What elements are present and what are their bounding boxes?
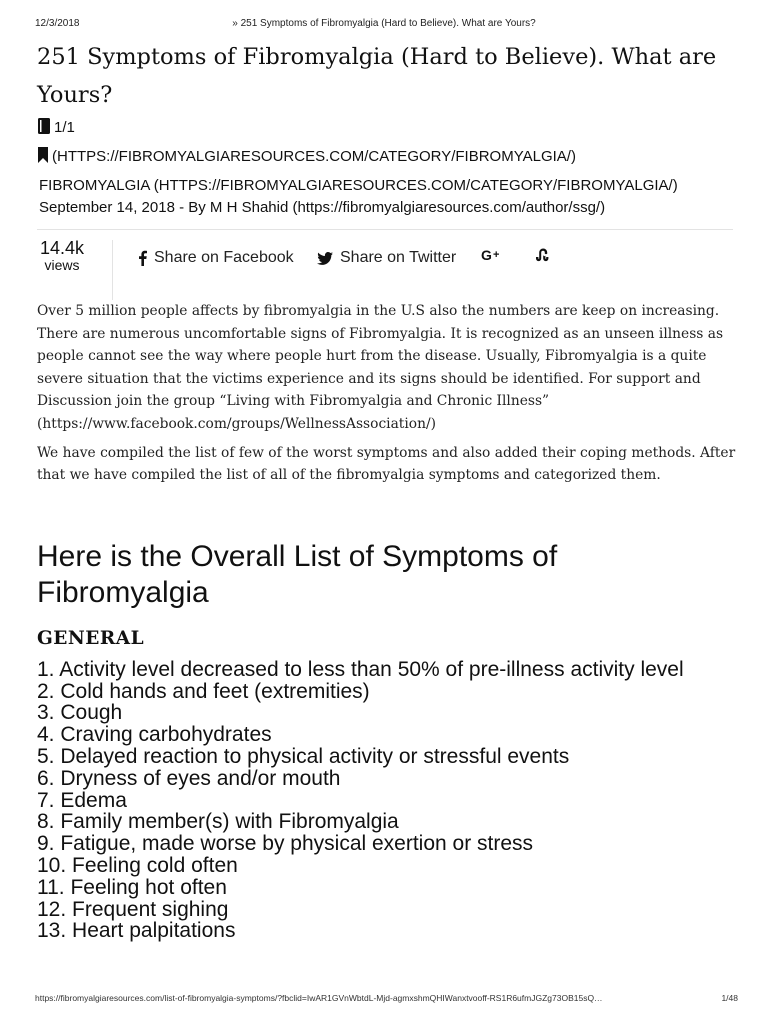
share-googleplus-button[interactable] — [481, 248, 510, 262]
list-item: 9. Fatigue, made worse by physical exertion or stress — [37, 832, 534, 856]
compiled-list-paragraph: We have compiled the list of few of the worst symptoms and also added their coping methods. After that we have compiled the list of all of the fibromyalgia symptoms and categorized them. — [37, 444, 736, 484]
svg-text:G: G — [481, 248, 492, 262]
list-item: 11. Feeling hot often — [37, 875, 227, 899]
print-date: 12/3/2018 — [35, 18, 80, 29]
category-line[interactable]: FIBROMYALGIA (HTTPS://FIBROMYALGIARESOURCES.COM/CATEGORY/FIBROMYALGIA/) — [39, 177, 678, 194]
page-count: 1/1 — [54, 119, 75, 136]
list-item: 4. Craving carbohydrates — [37, 723, 272, 747]
list-item: 5. Delayed reaction to physical activity or stressful events — [37, 744, 570, 768]
symptoms-list — [37, 659, 737, 942]
article — [37, 38, 737, 942]
list-item: 13. Heart palpitations — [37, 919, 236, 943]
views-label: views — [44, 257, 80, 273]
list-item: 6. Dryness of eyes and/or mouth — [37, 766, 341, 790]
symptoms-list-heading: Here is the Overall List of Symptoms of Fibromyalgia — [37, 539, 558, 609]
book-icon — [37, 116, 51, 143]
print-page-title: » 251 Symptoms of Fibromyalgia (Hard to Believe). What are Yours? — [232, 18, 536, 29]
google-plus-icon — [481, 248, 503, 262]
list-item: 1. Activity level decreased to less than 50% of pre-illness activity level — [37, 657, 684, 681]
share-separator — [112, 240, 113, 300]
share-bar — [37, 230, 737, 290]
byline[interactable]: September 14, 2018 - By M H Shahid (https://fibromyalgiaresources.com/author/ssg/) — [39, 199, 606, 216]
list-item: 2. Cold hands and feet (extremities) — [37, 679, 370, 703]
share-facebook-label: Share on Facebook — [154, 249, 294, 266]
facebook-icon — [138, 250, 147, 266]
share-facebook-button[interactable] — [138, 248, 294, 268]
list-item: 12. Frequent sighing — [37, 897, 229, 921]
print-url: https://fibromyalgiaresources.com/list-of-fibromyalgia-symptoms/?fbclid=IwAR1GVnWbtdL-Mjd-agmxshmQHIWanxtvooff-RS1R6ufmJGZg73OB15sQ… — [35, 993, 603, 1003]
list-item: 8. Family member(s) with Fibromyalgia — [37, 810, 399, 834]
svg-text:+: + — [493, 249, 500, 261]
intro-paragraph: Over 5 million people affects by fibromyalgia in the U.S also the numbers are keep on increasing. There are numerous uncomfortable signs of Fibromyalgia. It is recognized as an unseen illness as people cannot see the way where people hurt from the disease. Usually, Fibromyalgia is a quite severe situation that the victims experience and its signs should be identified. For support and Discussion join the group “Living with Fibromyalgia and Chronic Illness” (https://www.facebook.com/groups/WellnessAssociation/) — [37, 303, 724, 432]
page-count-line — [37, 114, 737, 143]
twitter-icon — [317, 252, 333, 265]
list-item: 10. Feeling cold often — [37, 853, 238, 877]
share-twitter-button[interactable] — [317, 248, 456, 268]
share-twitter-label: Share on Twitter — [340, 249, 457, 266]
category-link[interactable]: (HTTPS://FIBROMYALGIARESOURCES.COM/CATEGORY/FIBROMYALGIA/) — [52, 148, 576, 165]
views-count: 14.4k — [39, 238, 85, 258]
article-title: 251 Symptoms of Fibromyalgia (Hard to Believe). What are Yours? — [37, 44, 717, 108]
stumbleupon-icon — [534, 248, 552, 262]
list-item: 7. Edema — [37, 788, 127, 812]
category-link-line — [37, 143, 737, 172]
section-heading-general: GENERAL — [37, 627, 145, 649]
list-item: 3. Cough — [37, 701, 123, 725]
bookmark-icon — [37, 145, 49, 172]
views-counter — [37, 238, 87, 272]
print-page-number: 1/48 — [721, 993, 738, 1003]
print-header — [35, 18, 733, 32]
share-stumbleupon-button[interactable] — [534, 248, 559, 262]
